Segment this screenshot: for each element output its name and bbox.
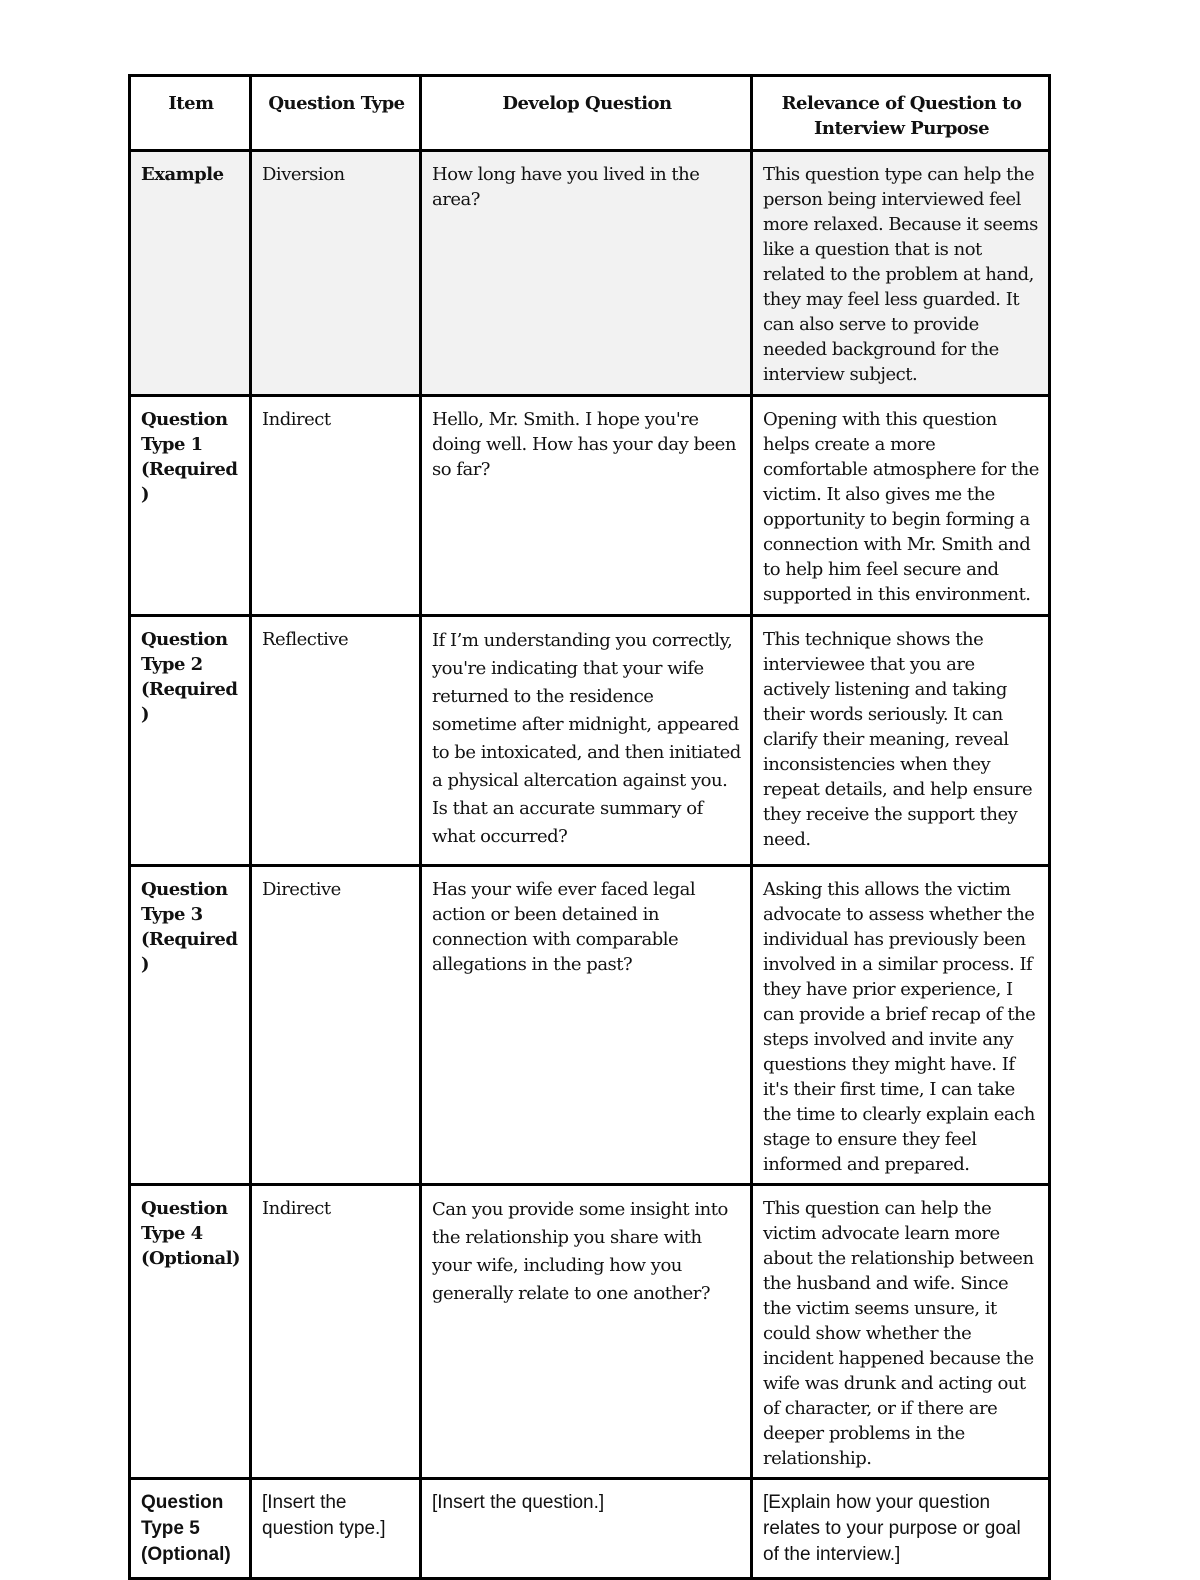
item-cell: Question Type 5 (Optional) xyxy=(130,1479,251,1579)
relevance-cell: [Explain how your question relates to your purpose or goal of the interview.] xyxy=(752,1479,1050,1579)
question-cell: Hello, Mr. Smith. I hope you're doing well. How has your day been so far? xyxy=(421,396,752,616)
table-row-question-4 xyxy=(130,1185,1050,1479)
question-cell: How long have you lived in the area? xyxy=(421,151,752,396)
table-row-question-2 xyxy=(130,616,1050,866)
question-cell: Can you provide some insight into the relationship you share with your wife, including how you generally relate to one another? xyxy=(421,1185,752,1479)
header-develop-question: Develop Question xyxy=(421,76,752,151)
relevance-cell: This technique shows the interviewee that you are actively listening and taking their words seriously. It can clarify their meaning, reveal inconsistencies when they repeat details, and help ensure they receive the support they need. xyxy=(752,616,1050,866)
question-cell: If I’m understanding you correctly, you're indicating that your wife returned to the residence sometime after midnight, appeared to be intoxicated, and then initiated a physical altercation against you. Is that an accurate summary of what occurred? xyxy=(421,616,752,866)
relevance-cell: This question can help the victim advocate learn more about the relationship between the husband and wife. Since the victim seems unsure, it could show whether the incident happened because the wife was drunk and acting out of character, or if there are deeper problems in the relationship. xyxy=(752,1185,1050,1479)
table-row-example xyxy=(130,151,1050,396)
item-cell: Question Type 4 (Optional) xyxy=(130,1185,251,1479)
question-type-cell: Diversion xyxy=(251,151,421,396)
question-type-cell: Indirect xyxy=(251,396,421,616)
table-row-question-5 xyxy=(130,1479,1050,1579)
question-cell: Has your wife ever faced legal action or been detained in connection with comparable allegations in the past? xyxy=(421,866,752,1185)
question-cell: [Insert the question.] xyxy=(421,1479,752,1579)
table-row-question-1 xyxy=(130,396,1050,616)
item-cell: Example xyxy=(130,151,251,396)
interview-questions-table xyxy=(128,74,1051,1580)
header-item: Item xyxy=(130,76,251,151)
table-row-question-3 xyxy=(130,866,1050,1185)
item-cell: Question Type 2 (Required) xyxy=(130,616,251,866)
question-type-cell: [Insert the question type.] xyxy=(251,1479,421,1579)
relevance-cell: This question type can help the person being interviewed feel more relaxed. Because it seems like a question that is not related to the problem at hand, they may feel less guarded. It can also serve to provide needed background for the interview subject. xyxy=(752,151,1050,396)
question-type-cell: Reflective xyxy=(251,616,421,866)
question-type-cell: Directive xyxy=(251,866,421,1185)
question-type-cell: Indirect xyxy=(251,1185,421,1479)
relevance-cell: Opening with this question helps create a more comfortable atmosphere for the victim. It also gives me the opportunity to begin forming a connection with Mr. Smith and to help him feel secure and supported in this environment. xyxy=(752,396,1050,616)
header-question-type: Question Type xyxy=(251,76,421,151)
header-row xyxy=(130,76,1050,151)
relevance-cell: Asking this allows the victim advocate to assess whether the individual has previously been involved in a similar process. If they have prior experience, I can provide a brief recap of the steps involved and invite any questions they might have. If it's their first time, I can take the time to clearly explain each stage to ensure they feel informed and prepared. xyxy=(752,866,1050,1185)
item-cell: Question Type 1 (Required) xyxy=(130,396,251,616)
header-relevance: Relevance of Question to Interview Purpose xyxy=(752,76,1050,151)
item-cell: Question Type 3 (Required) xyxy=(130,866,251,1185)
